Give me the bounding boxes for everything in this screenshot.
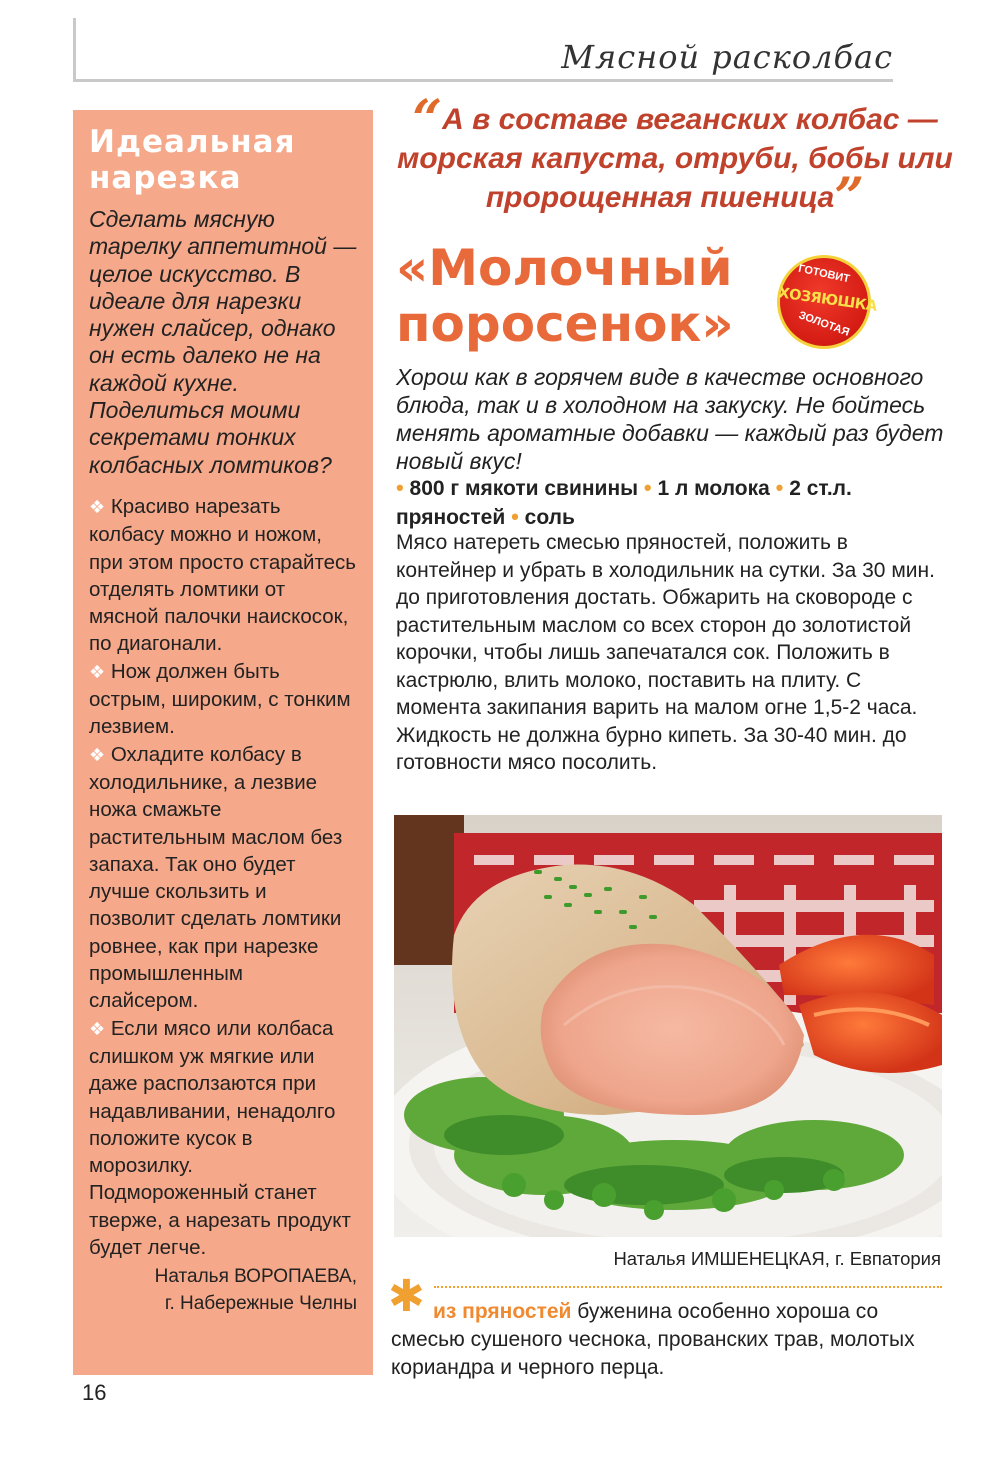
dot-bullet-icon: • (643, 475, 652, 500)
sidebar-author-city: г. Набережные Челны (164, 1293, 357, 1315)
tip-item (89, 1015, 357, 1262)
ingredient-item: 1 л молока (657, 477, 770, 500)
dot-bullet-icon: • (396, 475, 404, 500)
tip-text: Нож должен быть острым, широким, с тонким лезвием. (89, 659, 351, 739)
sidebar-perfect-slicing (73, 110, 373, 1375)
asterisk-icon: ✱ (388, 1272, 425, 1321)
tip-item (89, 741, 357, 1015)
tip-text: Красиво нарезать колбасу можно и ножом, при этом просто старайтесь отделять ломтики от мясной палочки наискосок, по диагонали. (89, 494, 356, 656)
ingredients-list (396, 474, 951, 532)
diamond-bullet-icon: ❖ (89, 1018, 106, 1039)
tip-text: Если мясо или колбаса слишком уж мягкие или даже расползаются при надавливании, ненадолго положите кусок в морозилку. Подмороженный станет тверже, а нарезать продукт будет легче. (89, 1016, 351, 1259)
diamond-bullet-icon: ❖ (89, 496, 106, 517)
tips-list (89, 493, 357, 1261)
header-rule-vertical (73, 18, 76, 82)
recipe-intro: Хорош как в горячем виде в качестве основного блюда, так и в холодном на закуску. Не бойтесь менять ароматные добавки — каждый раз будет новый вкус! (396, 364, 944, 474)
pork-roast-illustration (394, 815, 942, 1237)
pork-roast-photo (394, 815, 942, 1237)
badge-bottom-text: ЗОЛОТАЯ (796, 309, 852, 339)
recipe-title-line1: «Молочный (396, 239, 733, 297)
sidebar-title (89, 124, 357, 196)
page-number: 16 (82, 1380, 107, 1405)
open-quote-icon: “ (412, 89, 443, 150)
header-rule-horizontal (73, 79, 893, 82)
sidebar-title-line2: нарезка (89, 160, 242, 196)
sidebar-author-name: Наталья ВОРОПАЕВА, (154, 1266, 357, 1288)
diamond-bullet-icon: ❖ (89, 661, 106, 682)
golden-housewife-badge-icon (777, 255, 878, 349)
ingredient-item: соль (524, 506, 575, 529)
section-title: Мясной расколбас (561, 38, 893, 76)
ingredient-item: 800 г мякоти свинины (409, 477, 639, 500)
recipe-method: Мясо натереть смесью пряностей, положить в контейнер и убрать в холодильник на сутки. За 30 мин. до приготовления достать. Обжарить на сковороде с растительным маслом со всех сторон до золотистой корочки, чтобы лишь запечатался сок. Положить в кастрюлю, влить молоко, поставить на плиту. С момента закипания варить на малом огне 1,5-2 часа. Жидкость не должна бурно кипеть. За 30-40 мин. до готовности мясо посолить. (396, 531, 935, 774)
tip-item (89, 658, 357, 741)
sidebar-author (89, 1263, 357, 1317)
diamond-bullet-icon: ❖ (89, 744, 106, 765)
pull-quote (395, 89, 955, 228)
spice-note (391, 1298, 951, 1382)
dotted-divider (434, 1286, 942, 1288)
spice-note-text: буженина особенно хороша со смесью сушеного чеснока, прованских трав, молотых кориандра и черного перца. (391, 1300, 915, 1379)
dot-bullet-icon: • (511, 504, 519, 529)
dot-bullet-icon: • (775, 475, 784, 500)
ingredient-item: 2 ст.л. пряностей (396, 477, 852, 529)
close-quote-icon: ” (834, 167, 865, 228)
tip-item (89, 493, 357, 658)
tip-text: Охладите колбасу в холодильнике, а лезвие ножа смажьте растительным маслом без запаха. Так оно будет лучше скользить и позволит сделать ломтики ровнее, как при нарезке промышленным слайсером. (89, 742, 343, 1013)
sidebar-lead: Сделать мясную тарелку аппетитной — целое искусство. В идеале для нарезки нужен слайсер, однако он есть далеко не на каждой кухне. Поделиться моими секретами тонких колбасных ломтиков? (89, 206, 357, 478)
recipe-title-line2: поросенок» (396, 295, 734, 353)
spice-note-accent: из пряностей (433, 1300, 572, 1323)
sidebar-title-line1: Идеальная (89, 124, 296, 160)
recipe-title (396, 240, 734, 352)
pull-quote-text: А в составе веганских колбас — морская капуста, отруби, бобы или пророщенная пшеница (397, 103, 953, 214)
badge-top-text: ГОТОВИТ (797, 262, 851, 286)
photo-credit: Наталья ИМШЕНЕЦКАЯ, г. Евпатория (613, 1248, 941, 1269)
badge-middle-text: ХОЗЯЮШКА (777, 285, 878, 315)
